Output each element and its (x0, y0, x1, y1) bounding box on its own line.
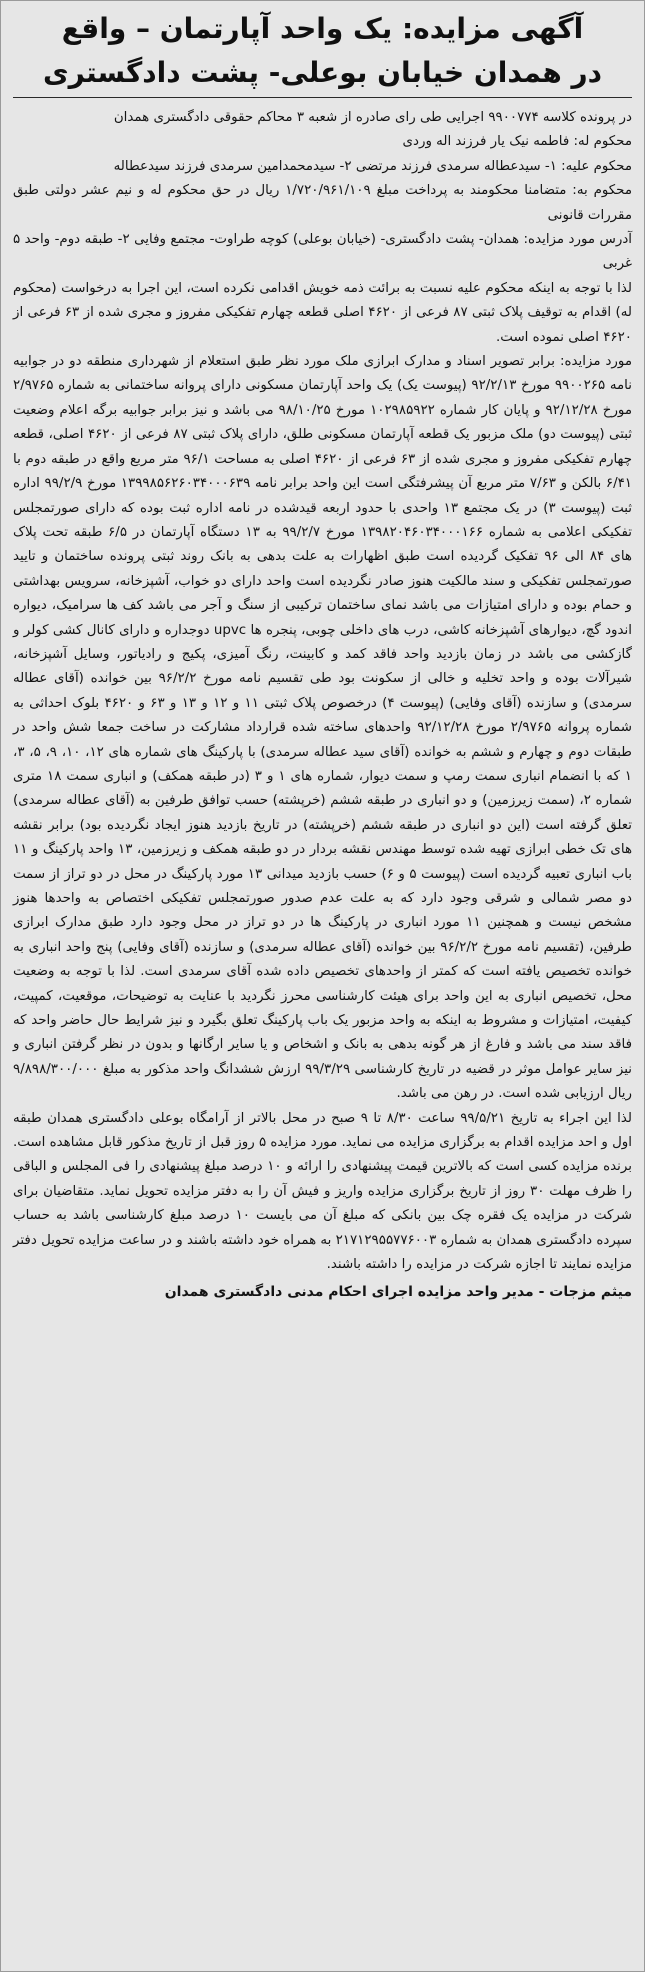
auction-conditions: لذا این اجراء به تاریخ ۹۹/۵/۲۱ ساعت ۸/۳۰ تا ۹ صبح در محل بالاتر از آرامگاه بوعلی دادگستری همدان طبقه اول و احد مزایده اقدام به برگزاری مزایده می نماید. مورد مزایده ۵ روز قبل از تاریخ مذکور قابل مشاهده است. برنده مزایده کسی است که بالاترین قیمت پیشنهادی را ارائه و ۱۰ درصد مبلغ پیشنهادی را فی المجلس و الباقی را ظرف مهلت ۳۰ روز از تاریخ برگزاری مزایده واریز و فیش آن را به دفتر مزایده تحویل نماید. متقاضیان برای شرکت در مزایده یک فقره چک بین بانکی که مبلغ آن می بایست ۱۰ درصد مبلغ کارشناسی باشد به حساب سپرده دادگستری همدان به شماره ۲۱۷۱۲۹۵۵۷۷۶۰۰۳ به همراه خود داشته باشند و در ساعت مزایده تحویل دفتر مزایده نمایند تا اجازه شرکت در مزایده را داشته باشند. (13, 1110, 633, 1273)
notice-body (13, 106, 632, 1278)
notice-title (13, 7, 632, 95)
judgment-debtors: محکوم علیه: ۱- سیدعطاله سرمدی فرزند مرتضی ۲- سیدمحمدامین سرمدی فرزند سیدعطاله (113, 158, 632, 174)
signature-line: میثم مزجات - مدیر واحد مزایده اجرای احکام مدنی دادگستری همدان (164, 1283, 632, 1300)
title-line-1: آگهی مزایده: یک واحد آپارتمان – واقع (61, 12, 584, 45)
judgment-amount: محکوم به: متضامنا محکومند به پرداخت مبلغ ۱/۷۲۰/۹۶۱/۱۰۹ ریال در حق محکوم له و نیم عشر دولتی طبق مقررات قانونی (13, 183, 632, 223)
case-reference: در پرونده کلاسه ۹۹۰۰۷۷۴ اجرایی طی رای صادره از شعبه ۳ محاکم حقوقی دادگستری همدان (113, 110, 632, 125)
property-address: آدرس مورد مزایده: همدان- پشت دادگستری- (خیابان بوعلی) کوچه طراوت- مجتمع وفایی ۲- طبقه دوم- واحد ۵ غربی (13, 232, 632, 272)
title-line-2: در همدان خیابان بوعلی- پشت دادگستری (43, 56, 602, 89)
seizure-statement: لذا با توجه به اینکه محکوم علیه نسبت به برائت ذمه خویش اقدامی نکرده است، این اجرا به درخواست (محکوم له) اقدام به توقیف پلاک ثبتی ۸۷ فرعی از ۴۶۲۰ اصلی قطعه چهارم تفکیکی مفروز و مجری شده از ۶۳ فرعی از ۴۶۲۰ اصلی نموده است. (13, 280, 632, 345)
title-divider (13, 97, 632, 98)
judgment-creditor: محکوم له: فاطمه نیک یار فرزند اله وردی (402, 134, 632, 150)
property-description: مورد مزایده: برابر تصویر اسناد و مدارک ابرازی ملک مورد نظر طبق استعلام از شهرداری منطقه دو در جوابیه نامه ۹۹۰۰۲۶۵ مورخ ۹۲/۲/۱۳ (پیوست یک) یک واحد آپارتمان مسکونی دارای پروانه ساختمانی به شماره ۲/۹۷۶۵ مورخ ۹۲/۱۲/۲۸ و پایان کار شماره ۱۰۲۹۸۵۹۲۲ مورخ ۹۸/۱۰/۲۵ می باشد و نیز برابر جوابیه برگه اعلام وضعیت ثبتی (پیوست دو) ملک مزبور یک قطعه آپارتمان مسکونی طلق، دارای پلاک ثبتی ۸۷ فرعی از ۴۶۲۰ اصلی، قطعه چهارم تفکیکی مفروز و مجری شده از ۶۳ فرعی از ۴۶۲۰ اصلی به مساحت ۹۶/۱ متر مربع واقع در طبقه دوم با ۶/۴۱ بالکن و ۷/۶۳ متر مربع آن پیشرفتگی است این واحد برابر نامه ۱۳۹۹۸۵۶۲۶۰۳۴۰۰۰۶۳۹ مورخ ۹۹/۲/۹ اداره ثبت (پیوست ۳) در یک مجتمع ۱۳ واحدی با حدود اربعه قیدشده در نامه اداره ثبت بوده که دارای صورتمجلس تفکیکی اعلامی به شماره ۱۳۹۸۲۰۴۶۰۳۴۰۰۰۱۶۶ مورخ ۹۹/۲/۷ به ۱۳ دستگاه آپارتمان در ۶/۵ طبقه تحت پلاک های ۸۴ الی ۹۶ تفکیک گردیده است طبق اظهارات به علت بدهی به بانک روند ثبتی پرونده ساختمان و تایید صورتمجلس تفکیکی و سند مالکیت هنوز صادر نگردیده است واحد دارای دو خواب، آشپزخانه، سرویس بهداشتی و حمام بوده و دارای امتیازات می باشد نمای ساختمان ترکیبی از سنگ و آجر می باشد کف ها سرامیک، دیواره اندود گچ، دیوارهای آشپزخانه کاشی، درب های داخلی چوبی، پنجره ها upvc دوجداره و دارای کانال کشی کولر و گازکشی می باشد در زمان بازدید واحد فاقد کمد و کابینت، رنگ آمیزی، پکیج و رادیاتور، وسایل آشپزخانه، شیرآلات بوده و واحد تخلیه و خالی از سکونت بود طی تقسیم نامه مورخ ۹۶/۲/۲ بین خوانده (آقای عطاله سرمدی) و سازنده (آقای وفایی) (پیوست ۴) درخصوص پلاک ثبتی ۱۱ و ۱۲ و ۱۳ و ۶۳ و ۴۶۲۰ بلوک احداثی به شماره پروانه ۲/۹۷۶۵ مورخ ۹۲/۱۲/۲۸ واحدهای ساخته شده قرارداد مشارکت در ساخت جمعا شش واحد در طبقات دوم و چهارم و ششم به خوانده (آقای سید عطاله سرمدی) با پارکینگ های شماره های ۱۲، ۱۰، ۹، ۵، ۳، ۱ که با انضمام انباری سمت رمپ و سمت دیوار، شماره های ۱ و ۳ (در طبقه همکف) و انباری سمت ۱۸ متری شماره ۲، (سمت زیرزمین) و دو انباری در طبقه ششم (خرپشته) حسب توافق طرفین به (آقای عطاله سرمدی) تعلق گرفته است (این دو انباری در طبقه ششم (خرپشته) در تاریخ بازدید هنوز ایجاد نگردیده بود) برابر نقشه های تک خطی ابرازی تهیه شده توسط مهندس نقشه بردار در دو طبقه همکف و زیرزمین، ۱۳ واحد پارکینگ و ۱۱ باب انباری تعبیه گردیده است (پیوست ۵ و ۶) حسب بازدید میدانی ۱۳ مورد پارکینگ در محل در دو تراز از سمت دو مصر شمالی و شرقی وجود دارد که به علت عدم صدور صورتمجلس تفکیکی اختصاص به واحدها هنوز مشخص نیست و همچنین ۱۱ مورد انباری در پارکینگ ها در دو تراز در محل وجود دارد طبق مدارک ابرازی طرفین، (تقسیم نامه مورخ ۹۶/۲/۲ بین خوانده (آقای عطاله سرمدی) و سازنده (آقای وفایی) پنج واحد انباری به خوانده تخصیص یافته است که کمتر از واحدهای تخصیص داده شده آقای سرمدی است. لذا با توجه به وضعیت محل، تخصیص انباری به این واحد برای هیئت کارشناسی محرز نگردید با عنایت به توضیحات، موقعیت، کمپیت، کیفیت، امتیازات و مشروط به اینکه به واحد مزبور یک باب پارکینگ تعلق بگیرد و نیز شرایط حال حاضر واحد که فاقد سند می باشد و فارغ از هر گونه بدهی به بانک و اشخاص و یا سایر ارگانها و بدون در نظر گرفتن انباری و نیز سایر عوامل موثر در قضیه در تاریخ کارشناسی ۹۹/۳/۲۹ ارزش ششدانگ واحد مذکور به مبلغ ۹/۸۹۸/۳۰۰/۰۰۰ ریال ارزیابی شده است. در رهن می باشد. (13, 354, 633, 1102)
